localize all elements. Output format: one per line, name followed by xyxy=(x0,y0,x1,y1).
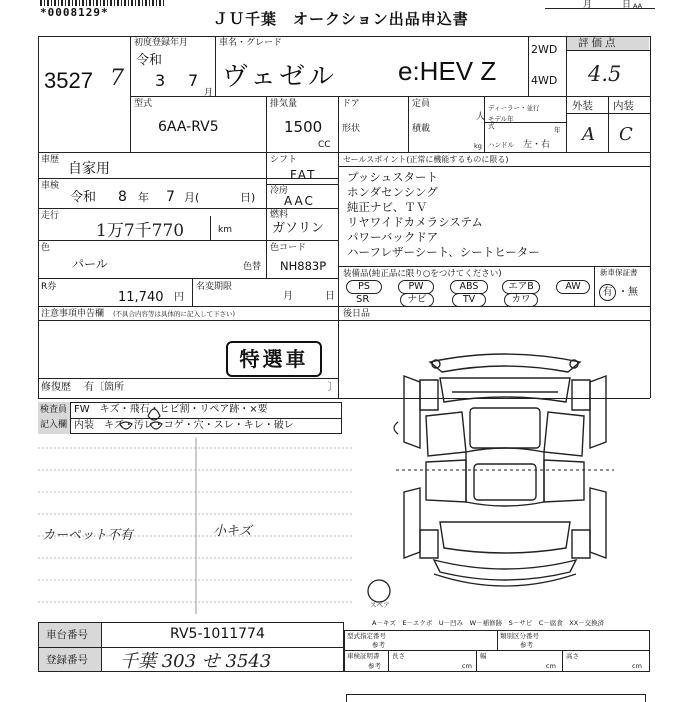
color-code-value: NH883P xyxy=(280,259,327,273)
drive-4wd: 4WD xyxy=(531,74,558,87)
equip-leather: カワ xyxy=(504,293,538,307)
sales-points-label: セールスポイント(正常に機能するものに限る) xyxy=(343,155,509,164)
repair-close: 〕 xyxy=(328,382,338,393)
car-name-label: 車名・グレード xyxy=(219,38,283,48)
width-label: 幅 xyxy=(480,652,487,660)
sales-point-item: 純正ナビ、ＴＶ xyxy=(347,200,428,214)
barcode-bars xyxy=(40,0,165,6)
reg-year: 3 xyxy=(155,71,166,90)
equipment-label: 装備品(純正品に限り○をつけてください) xyxy=(343,269,502,279)
sales-point-item: プッシュスタート xyxy=(347,170,438,184)
tax-label: R券 xyxy=(41,282,57,292)
handle-label: ハンドル xyxy=(488,141,514,149)
inspector-label: 検査員 xyxy=(40,405,68,415)
model-year-label: モデル年式 xyxy=(488,115,514,130)
inspection-month: 7 xyxy=(166,189,175,205)
warranty-book-label: 新車保証書 xyxy=(600,268,638,277)
width-cm: cm xyxy=(546,662,556,670)
interior-label: 内装 xyxy=(613,100,634,112)
km-label: km xyxy=(218,225,232,235)
lot-mark: 7 xyxy=(110,66,124,91)
year-unit: 年 xyxy=(554,126,561,134)
equip-airbag: エアB xyxy=(502,280,540,294)
model-label: 型式 xyxy=(134,99,153,109)
exterior-label: 外装 xyxy=(572,100,593,112)
tax-value: 11,740 xyxy=(118,290,164,305)
car-grade: e:HEV Z xyxy=(398,56,497,86)
color-label: 色 xyxy=(41,243,51,253)
car-name: ヴェゼル xyxy=(222,62,337,92)
cc-label: CC xyxy=(318,140,331,150)
warranty-label: 名変期限 xyxy=(196,282,233,292)
length-label: 長さ xyxy=(392,652,405,660)
kg-label: kg xyxy=(474,142,482,150)
displacement-value: 1500 xyxy=(284,118,323,136)
warranty-day: 日 xyxy=(325,291,335,302)
handle-value: 左・右 xyxy=(523,140,551,150)
header-month: 月 xyxy=(583,0,593,10)
handwritten-note-scratch: 小キズ xyxy=(213,524,252,539)
warranty-book-yes: 有 xyxy=(599,284,616,301)
equip-abs: ABS xyxy=(450,280,488,294)
warranty-month: 月 xyxy=(283,291,293,302)
history-value: 自家用 xyxy=(68,161,110,177)
class-label: 類別区分番号 xyxy=(500,632,539,640)
mileage-label: 走行 xyxy=(41,211,60,221)
interior-check-line: 内装 キズ・汚レ・コゲ・穴・スレ・キレ・破レ xyxy=(74,420,294,431)
equip-aw: AW xyxy=(556,280,590,294)
sales-point-item: ホンダセンシング xyxy=(347,185,438,199)
sales-points-list xyxy=(347,170,540,260)
fw-check-line: FW キズ・飛石・ヒビ割・リペア跡・×要 xyxy=(74,404,268,415)
inspector-entry-label: 記入欄 xyxy=(40,420,68,430)
equip-sr: SR xyxy=(356,294,370,305)
barcode-serial: *0008129* xyxy=(40,6,109,19)
damage-legend: A－キズ E－エクボ U－凹み W－補修跡 S－サビ C－腐食 XX－交換済 xyxy=(372,619,605,627)
length-cm: cm xyxy=(462,662,472,670)
inspection-label: 車検 xyxy=(41,181,60,191)
equip-tv: TV xyxy=(452,293,486,307)
mileage-value: 1万7千770 xyxy=(96,221,185,241)
score-value: 4.5 xyxy=(588,62,622,86)
chassis-value: RV5-1011774 xyxy=(170,626,265,642)
plate-value: 千葉 303 せ 3543 xyxy=(120,651,272,672)
inspection-year: 8 xyxy=(118,189,127,205)
car-diagram xyxy=(390,352,620,602)
exterior-grade: A xyxy=(582,124,595,145)
ref-1: 参考 xyxy=(372,641,385,649)
color-value: パール xyxy=(72,257,108,271)
equip-pw: PW xyxy=(398,280,434,294)
ac-value: AAC xyxy=(284,194,315,208)
inspection-month-unit: 月( xyxy=(184,191,200,204)
fuel-label: 燃料 xyxy=(270,210,289,220)
inspection-era: 令和 xyxy=(70,190,97,205)
door-label: ドア xyxy=(342,99,360,109)
form-title: ＪＵ千葉 オークション出品申込書 xyxy=(213,10,469,28)
inspection-day-unit: 日) xyxy=(240,191,256,204)
sales-point-item: リヤワイドカメラシステム xyxy=(347,215,483,229)
plate-label: 登録番号 xyxy=(46,654,88,666)
equip-navi: ナビ xyxy=(400,293,434,307)
person-label: 人 xyxy=(476,112,486,122)
interior-grade: C xyxy=(619,124,633,145)
height-cm: cm xyxy=(632,662,642,670)
ac-label: 冷房 xyxy=(270,186,289,196)
inspection-year-unit: 年 xyxy=(138,191,149,204)
chassis-label: 車台番号 xyxy=(46,629,88,641)
model-value: 6AA-RV5 xyxy=(158,119,219,135)
cert-ref: 参考 xyxy=(368,662,381,670)
cert-label: 車検証明書 xyxy=(347,652,380,660)
header-aa: AA xyxy=(633,2,643,10)
history-label: 車歴 xyxy=(41,155,60,165)
handwritten-note-carpet: カーペット不有 xyxy=(42,528,134,543)
special-selection-stamp: 特選車 xyxy=(226,341,322,377)
load-label: 積載 xyxy=(412,124,431,134)
fuel-value: ガソリン xyxy=(272,221,325,236)
reg-month-unit: 月 xyxy=(204,88,214,98)
spare-label: スペア xyxy=(370,601,390,609)
shift-label: シフト xyxy=(270,155,298,165)
warranty-book-no: ・無 xyxy=(618,287,638,298)
dealer-label: ディーラー・並行 xyxy=(488,104,540,112)
sales-point-item: ハーフレザーシート、シートヒーター xyxy=(347,245,540,259)
repair-value: 有〔箇所 xyxy=(84,382,124,393)
repair-label: 修復歴 xyxy=(41,382,71,393)
reg-month: 7 xyxy=(188,71,199,90)
notes-label: 注意事項申告欄 xyxy=(41,309,105,319)
later-items-label: 後日品 xyxy=(343,309,371,319)
color-code-label: 色コード xyxy=(270,243,307,253)
repaint-label: 色替 xyxy=(243,262,262,272)
displacement-label: 排気量 xyxy=(270,99,298,109)
shift-value: FAT xyxy=(290,168,317,182)
drive-2wd: 2WD xyxy=(531,43,558,56)
height-label: 高さ xyxy=(566,652,579,660)
sales-point-item: パワーバックドア xyxy=(347,230,439,244)
ref-2: 参考 xyxy=(520,641,533,649)
tax-unit: 円 xyxy=(174,292,184,303)
type-cert-label: 型式指定番号 xyxy=(347,632,386,640)
first-reg-label: 初度登録年月 xyxy=(134,38,189,48)
reg-era: 令和 xyxy=(136,53,163,68)
header-day: 日 xyxy=(622,0,632,10)
lot-number: 3527 xyxy=(44,68,93,93)
form-label: 形状 xyxy=(342,124,361,134)
score-label: 評価点 xyxy=(578,37,619,49)
check-marks xyxy=(60,398,360,438)
capacity-label: 定員 xyxy=(412,99,431,109)
notes-sub: (不具合内容等は具体的に記入して下さい) xyxy=(113,310,236,318)
equip-ps: PS xyxy=(346,280,382,294)
